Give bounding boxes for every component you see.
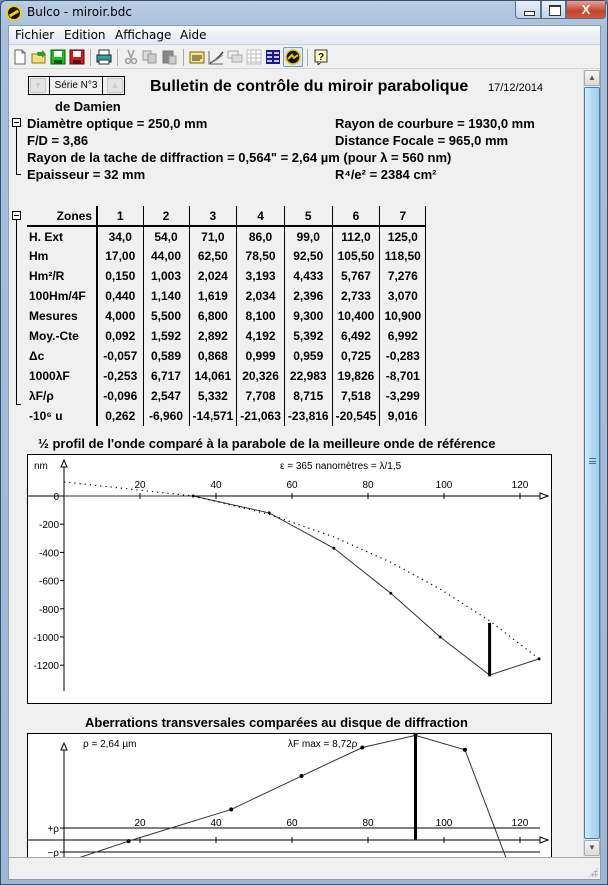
x-tick-label: 100: [435, 818, 453, 829]
rayon-tache-diffraction: Rayon de la tache de diffraction = 0,564" = 2,64 µm (pour λ = 560 nm): [27, 150, 452, 165]
x-tick-label: 60: [286, 480, 298, 491]
table-cell: 4,433: [284, 266, 332, 286]
table-cell: 112,0: [332, 226, 380, 246]
table-cell: -0,057: [97, 346, 143, 366]
table-cell: 3,193: [237, 266, 285, 286]
table-cell: 2,892: [189, 326, 237, 346]
copy-icon[interactable]: [142, 49, 158, 65]
serie-label: Série N°3: [49, 77, 103, 94]
r4-e2: R⁴/e² = 2384 cm²: [335, 167, 437, 182]
table-cell: 2,034: [237, 286, 285, 306]
epaisseur: Epaisseur = 32 mm: [27, 167, 146, 182]
scroll-up-button[interactable]: ▲: [584, 70, 600, 86]
aberration-point: [463, 748, 467, 752]
table-cell: -0,096: [97, 386, 143, 406]
table-cell: 19,826: [332, 366, 380, 386]
table-cell: 62,50: [189, 246, 237, 266]
table-cell: 125,0: [380, 226, 426, 246]
menu-edition[interactable]: Edition: [64, 28, 106, 42]
table-row: [27, 366, 426, 386]
table-row: [27, 346, 426, 366]
table-cell: -3,299: [380, 386, 426, 406]
table-cell: 8,100: [237, 306, 285, 326]
epsilon-annotation: ε = 365 nanomètres = λ/1,5: [280, 461, 402, 472]
f-sur-d: F/D = 3,86: [27, 133, 89, 148]
wavefront-profile-chart: [27, 454, 552, 704]
toolbar-separator: [307, 49, 308, 66]
x-tick-label: 40: [210, 818, 222, 829]
y-tick-label: -800: [38, 604, 59, 616]
table-cell: -21,063: [237, 406, 285, 426]
wavefront-profile-line: [64, 496, 539, 675]
profile-point: [332, 547, 335, 550]
table-cell: 1,140: [143, 286, 189, 306]
aberration-point: [229, 807, 233, 811]
row-label: Δc: [27, 346, 97, 366]
reference-parabola-line: [64, 482, 539, 659]
zone-header: 3: [189, 206, 237, 226]
profile-point: [439, 636, 442, 639]
table-cell: 2,733: [332, 286, 380, 306]
tree-line: [16, 404, 21, 405]
cut-icon[interactable]: [123, 49, 139, 65]
table-cell: 17,00: [97, 246, 143, 266]
zone-header: 5: [284, 206, 332, 226]
table-cell: 5,392: [284, 326, 332, 346]
tree-line: [16, 174, 21, 175]
y-tick-label: -200: [38, 520, 59, 532]
table-cell: 0,150: [97, 266, 143, 286]
collapse-table-toggle[interactable]: [12, 211, 21, 220]
zones-table: [27, 206, 426, 426]
aberration-point: [300, 774, 304, 778]
table-cell: 0,725: [332, 346, 380, 366]
rayon-courbure: Rayon de courbure = 1930,0 mm: [335, 116, 535, 131]
y-tick-label: -1000: [33, 633, 59, 644]
table-cell: 78,50: [237, 246, 285, 266]
table-row: [27, 406, 426, 426]
table-cell: -14,571: [189, 406, 237, 426]
lambda-f-max-annotation: λF max = 8,72ρ: [288, 739, 358, 750]
transverse-aberration-chart: [27, 733, 552, 857]
chart1-title: ½ profil de l'onde comparé à la parabole de la meilleure onde de référence: [38, 436, 496, 451]
table-cell: 2,396: [284, 286, 332, 306]
toolbar-separator: [117, 49, 118, 66]
zone-header: 6: [332, 206, 380, 226]
row-label: Mesures: [27, 306, 97, 326]
aberration-point: [360, 746, 364, 750]
table-cell: 5,332: [189, 386, 237, 406]
y-axis-label: nm: [34, 461, 48, 472]
distance-focale: Distance Focale = 965,0 mm: [335, 133, 509, 148]
menu-bar: [9, 26, 600, 45]
table-cell: 71,0: [189, 226, 237, 246]
x-tick-label: 120: [511, 480, 529, 491]
y-tick-label: -1200: [33, 661, 59, 673]
vertical-scrollbar[interactable]: [583, 70, 600, 857]
table-row: [27, 226, 426, 246]
y-tick-label: −ρ: [47, 848, 59, 857]
table-header-row: [27, 206, 426, 226]
aberration-point: [127, 839, 131, 843]
table-cell: -8,701: [380, 366, 426, 386]
table-cell: 5,500: [143, 306, 189, 326]
table-cell: 92,50: [284, 246, 332, 266]
table-cell: 34,0: [97, 226, 143, 246]
table-cell: 1,592: [143, 326, 189, 346]
window-title: Bulco - miroir.bdc: [27, 5, 132, 19]
chart2-title: Aberrations transversales comparées au disque de diffraction: [85, 715, 468, 730]
table-row: [27, 386, 426, 406]
comment-icon[interactable]: [227, 49, 243, 65]
table-cell: 44,00: [143, 246, 189, 266]
menu-affichage[interactable]: Affichage: [115, 28, 172, 42]
save-green-icon[interactable]: [50, 49, 66, 65]
table-cell: 0,262: [97, 406, 143, 426]
table-cell: 5,767: [332, 266, 380, 286]
table-cell: 2,547: [143, 386, 189, 406]
table-row: [27, 326, 426, 346]
table-cell: -23,816: [284, 406, 332, 426]
table-cell: -20,545: [332, 406, 380, 426]
collapse-info-toggle[interactable]: [12, 118, 21, 127]
table-cell: 9,016: [380, 406, 426, 426]
curve-icon[interactable]: [208, 49, 224, 65]
x-axis-arrow: [540, 837, 548, 843]
y-tick-label: -400: [38, 548, 59, 560]
document-title: Bulletin de contrôle du miroir parabolique: [150, 78, 469, 95]
x-tick-label: 60: [286, 818, 298, 829]
row-label: Moy.-Cte: [27, 326, 97, 346]
document-area: [9, 70, 582, 857]
toolbar-separator: [90, 49, 91, 66]
table-cell: 7,276: [380, 266, 426, 286]
notes-icon[interactable]: [189, 49, 205, 65]
transverse-aberration-line: [64, 735, 514, 857]
row-label: Hm: [27, 246, 97, 266]
table-cell: 105,50: [332, 246, 380, 266]
x-tick-label: 100: [435, 480, 453, 491]
table-cell: 4,000: [97, 306, 143, 326]
row-label: λF/ρ: [27, 386, 97, 406]
minimize-button[interactable]: [515, 1, 541, 19]
table-cell: 54,0: [143, 226, 189, 246]
table-cell: 6,717: [143, 366, 189, 386]
table-icon[interactable]: [265, 49, 281, 65]
bulco-app-icon: [6, 5, 22, 21]
x-tick-label: 120: [511, 818, 529, 829]
y-tick-label: 0: [53, 492, 59, 503]
table-cell: 20,326: [237, 366, 285, 386]
row-label: 1000λF: [27, 366, 97, 386]
x-tick-label: 80: [362, 480, 374, 491]
resize-grip-icon[interactable]: [588, 867, 598, 877]
help-icon[interactable]: [313, 49, 329, 65]
serie-next-button[interactable]: ▲: [107, 78, 123, 93]
print-icon[interactable]: [96, 49, 112, 65]
tree-line: [16, 127, 17, 175]
x-tick-label: 40: [210, 480, 222, 491]
scroll-down-button[interactable]: ▼: [584, 840, 600, 856]
table-cell: 0,959: [284, 346, 332, 366]
table-corner: Zones: [27, 206, 97, 226]
serie-prev-button[interactable]: ▼: [30, 78, 46, 93]
table-cell: 7,518: [332, 386, 380, 406]
menu-aide[interactable]: Aide: [180, 28, 207, 42]
status-bar: [9, 857, 600, 879]
new-file-icon[interactable]: [12, 49, 28, 65]
client-area: [8, 25, 601, 880]
table-cell: 86,0: [237, 226, 285, 246]
paste-icon[interactable]: [161, 49, 177, 65]
menu-fichier[interactable]: Fichier: [15, 28, 55, 42]
table-cell: -0,253: [97, 366, 143, 386]
author-name: de Damien: [55, 99, 121, 114]
table-cell: 6,492: [332, 326, 380, 346]
table-cell: 6,800: [189, 306, 237, 326]
table-row: [27, 246, 426, 266]
bulco-logo-icon: [285, 49, 301, 65]
table-cell: 7,708: [237, 386, 285, 406]
open-folder-icon[interactable]: [31, 49, 47, 65]
x-tick-label: 20: [134, 818, 146, 829]
maximize-button[interactable]: [541, 1, 566, 19]
profile-point: [389, 592, 392, 595]
table-cell: 10,400: [332, 306, 380, 326]
x-tick-label: 80: [362, 818, 374, 829]
y-tick-label: +ρ: [47, 824, 59, 835]
table-cell: 99,0: [284, 226, 332, 246]
table-cell: 14,061: [189, 366, 237, 386]
table-cell: 0,868: [189, 346, 237, 366]
transverse-aberration-svg: [28, 734, 552, 857]
y-axis-arrow: [61, 460, 67, 467]
y-tick-label: -600: [38, 576, 59, 588]
row-label: H. Ext: [27, 226, 97, 246]
toolbar-separator: [183, 49, 184, 66]
zone-header: 1: [97, 206, 143, 226]
wavefront-profile-svg: [28, 455, 552, 704]
diametre-optique: Diamètre optique = 250,0 mm: [27, 116, 208, 131]
table-cell: 118,50: [380, 246, 426, 266]
profile-point: [538, 657, 541, 660]
table-cell: 3,070: [380, 286, 426, 306]
table-row: [27, 266, 426, 286]
row-label: 100Hm/4F: [27, 286, 97, 306]
table-cell: 4,192: [237, 326, 285, 346]
table-cell: -6,960: [143, 406, 189, 426]
save-red-icon[interactable]: [69, 49, 85, 65]
table-cell: 10,900: [380, 306, 426, 326]
table-row: [27, 286, 426, 306]
zone-header: 7: [380, 206, 426, 226]
table-cell: 0,999: [237, 346, 285, 366]
table-cell: 2,024: [189, 266, 237, 286]
table-cell: 0,440: [97, 286, 143, 306]
rho-annotation: ρ = 2,64 µm: [83, 739, 137, 750]
bulco-logo-button[interactable]: [283, 47, 303, 67]
document-date: 17/12/2014: [488, 82, 544, 94]
toolbar: [9, 46, 600, 69]
row-label: Hm²/R: [27, 266, 97, 286]
table-cell: -0,283: [380, 346, 426, 366]
table-cell: 1,003: [143, 266, 189, 286]
title-bar[interactable]: [1, 1, 607, 25]
table-cell: 6,992: [380, 326, 426, 346]
zone-header: 2: [143, 206, 189, 226]
table-cell: 8,715: [284, 386, 332, 406]
serie-selector: [28, 76, 125, 95]
scroll-thumb[interactable]: [584, 87, 600, 839]
grid-icon[interactable]: [246, 49, 262, 65]
zone-header: 4: [237, 206, 285, 226]
grip-icon: [589, 458, 596, 464]
tree-line: [16, 220, 17, 405]
svg-text:?: ?: [317, 52, 325, 63]
table-cell: 9,300: [284, 306, 332, 326]
x-tick-label: 20: [134, 480, 146, 491]
table-cell: 0,092: [97, 326, 143, 346]
close-button[interactable]: X: [566, 1, 606, 19]
row-label: -10⁶ u: [27, 406, 97, 426]
y-axis-arrow: [61, 743, 67, 750]
table-cell: 22,983: [284, 366, 332, 386]
table-cell: 0,589: [143, 346, 189, 366]
table-row: [27, 306, 426, 326]
table-cell: 1,619: [189, 286, 237, 306]
x-axis-arrow: [540, 493, 548, 499]
